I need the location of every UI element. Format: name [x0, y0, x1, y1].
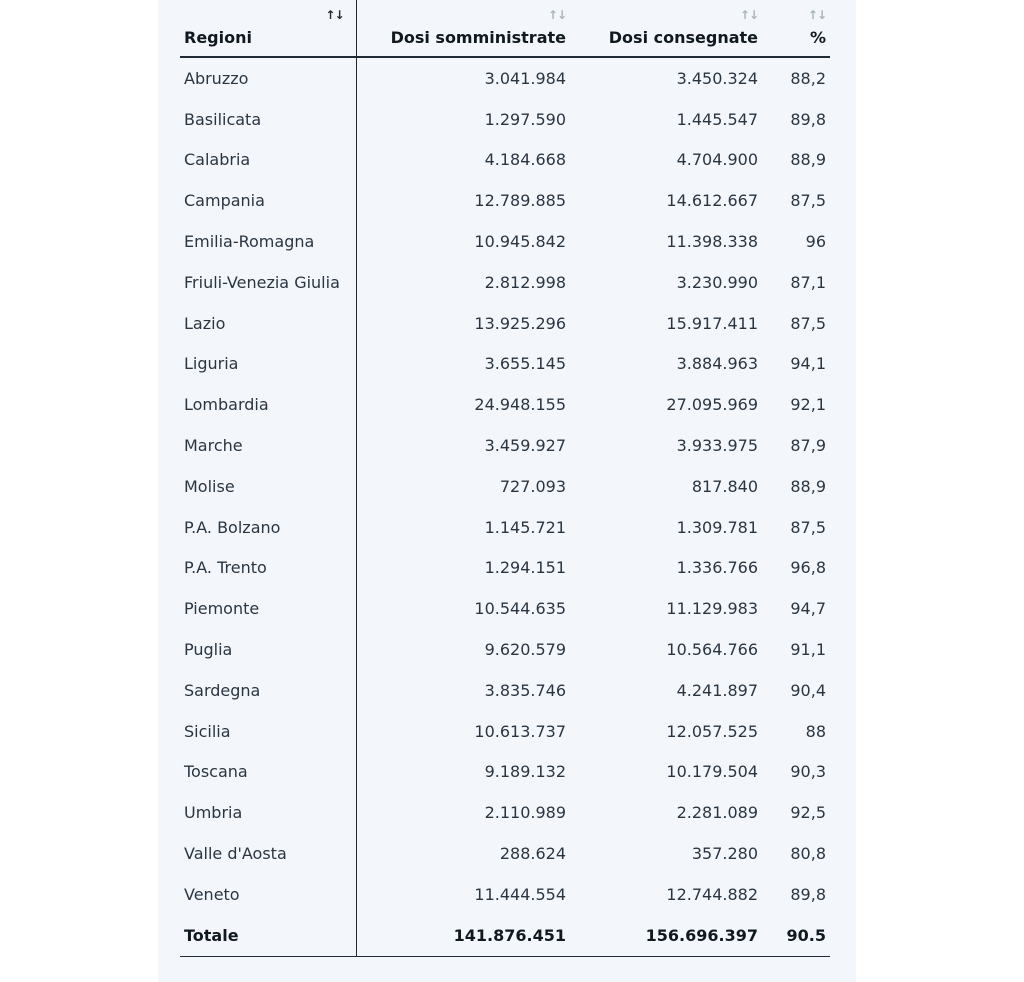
sort-icon[interactable]: ↑↓: [547, 8, 566, 22]
cell-percent: 92,1: [790, 395, 826, 415]
cell-total-consegnate: 156.696.397: [570, 915, 762, 956]
cell-consegnate: 14.612.667: [666, 191, 758, 211]
cell-somministrate: 3.459.927: [484, 436, 566, 456]
cell-consegnate: 3.450.324: [676, 68, 758, 88]
cell-region: Sicilia: [180, 711, 356, 752]
cell-somministrate: 3.655.145: [484, 354, 566, 374]
table-row: [180, 384, 830, 425]
cell-consegnate: 817.840: [691, 476, 758, 496]
cell-region: P.A. Trento: [180, 548, 356, 589]
cell-region: Emilia-Romagna: [180, 221, 356, 262]
cell-consegnate: 11.129.983: [666, 599, 758, 619]
table-row: [180, 792, 830, 833]
cell-percent: 88: [805, 721, 826, 741]
cell-somministrate: 288.624: [499, 844, 566, 864]
table-row: [180, 140, 830, 181]
cell-percent: 90,3: [790, 762, 826, 782]
cell-somministrate: 11.444.554: [474, 884, 566, 904]
table-body: [180, 57, 830, 956]
cell-consegnate: 3.230.990: [676, 272, 758, 292]
cell-region: Lazio: [180, 303, 356, 344]
cell-region: Puglia: [180, 629, 356, 670]
cell-somministrate: 10.945.842: [474, 232, 566, 252]
cell-somministrate: 10.613.737: [474, 721, 566, 741]
cell-consegnate: 4.241.897: [676, 680, 758, 700]
table-row: [180, 303, 830, 344]
table-header: [180, 0, 830, 57]
cell-percent: 87,5: [790, 313, 826, 333]
cell-somministrate: 4.184.668: [484, 150, 566, 170]
cell-somministrate: 2.110.989: [484, 803, 566, 823]
cell-percent: 89,8: [790, 884, 826, 904]
column-header-region[interactable]: [180, 0, 356, 57]
cell-region: Liguria: [180, 344, 356, 385]
cell-somministrate: 3.041.984: [484, 68, 566, 88]
cell-consegnate: 12.744.882: [666, 884, 758, 904]
cell-region: Marche: [180, 425, 356, 466]
table-row: [180, 99, 830, 140]
cell-percent: 87,5: [790, 191, 826, 211]
sort-icon[interactable]: ↑↓: [739, 8, 758, 22]
cell-region: P.A. Bolzano: [180, 507, 356, 548]
cell-region: Valle d'Aosta: [180, 833, 356, 874]
cell-total-label: Totale: [180, 915, 356, 956]
cell-percent: 90,4: [790, 680, 826, 700]
cell-percent: 94,7: [790, 599, 826, 619]
cell-percent: 96: [805, 232, 826, 252]
cell-consegnate: 10.179.504: [666, 762, 758, 782]
cell-percent: 87,5: [790, 517, 826, 537]
cell-somministrate: 1.294.151: [484, 558, 566, 578]
table-row: [180, 425, 830, 466]
cell-consegnate: 3.933.975: [676, 436, 758, 456]
cell-consegnate: 3.884.963: [676, 354, 758, 374]
cell-consegnate: 4.704.900: [676, 150, 758, 170]
cell-somministrate: 9.189.132: [484, 762, 566, 782]
cell-percent: 88,2: [790, 68, 826, 88]
table-row: [180, 833, 830, 874]
cell-total-percent: 90.5: [762, 915, 830, 956]
cell-somministrate: 2.812.998: [484, 272, 566, 292]
column-header-percent[interactable]: [762, 0, 830, 57]
cell-consegnate: 12.057.525: [666, 721, 758, 741]
cell-consegnate: 15.917.411: [666, 313, 758, 333]
cell-region: Campania: [180, 180, 356, 221]
header-row: [180, 0, 830, 57]
table-row: [180, 588, 830, 629]
cell-region: Molise: [180, 466, 356, 507]
cell-percent: 96,8: [790, 558, 826, 578]
cell-percent: 80,8: [790, 844, 826, 864]
cell-percent: 87,1: [790, 272, 826, 292]
cell-region: Toscana: [180, 752, 356, 793]
cell-region: Abruzzo: [180, 57, 356, 99]
cell-region: Lombardia: [180, 384, 356, 425]
cell-region: Piemonte: [180, 588, 356, 629]
table-row: [180, 548, 830, 589]
cell-consegnate: 2.281.089: [676, 803, 758, 823]
cell-percent: 92,5: [790, 803, 826, 823]
table-row: [180, 57, 830, 99]
cell-somministrate: 13.925.296: [474, 313, 566, 333]
cell-somministrate: 12.789.885: [474, 191, 566, 211]
cell-consegnate: 1.309.781: [676, 517, 758, 537]
table-row: [180, 874, 830, 915]
cell-region: Calabria: [180, 140, 356, 181]
table-row: [180, 711, 830, 752]
cell-percent: 88,9: [790, 150, 826, 170]
cell-region: Sardegna: [180, 670, 356, 711]
total-row: [180, 915, 830, 956]
cell-somministrate: 10.544.635: [474, 599, 566, 619]
cell-percent: 94,1: [790, 354, 826, 374]
column-header-label: Regioni: [184, 28, 252, 47]
cell-region: Umbria: [180, 792, 356, 833]
table-row: [180, 670, 830, 711]
table-row: [180, 629, 830, 670]
table-row: [180, 344, 830, 385]
cell-percent: 91,1: [790, 640, 826, 660]
cell-consegnate: 11.398.338: [666, 232, 758, 252]
table-row: [180, 466, 830, 507]
table-row: [180, 507, 830, 548]
cell-percent: 89,8: [790, 109, 826, 129]
cell-region: Friuli-Venezia Giulia: [180, 262, 356, 303]
column-header-label: %: [809, 28, 826, 47]
column-header-consegnate[interactable]: [570, 0, 762, 57]
cell-somministrate: 24.948.155: [474, 395, 566, 415]
cell-somministrate: 3.835.746: [484, 680, 566, 700]
cell-somministrate: 9.620.579: [484, 640, 566, 660]
vaccine-doses-table: [180, 0, 830, 957]
column-header-somministrate[interactable]: [356, 0, 570, 57]
table-panel: [158, 0, 856, 982]
cell-somministrate: 1.297.590: [484, 109, 566, 129]
cell-consegnate: 27.095.969: [666, 395, 758, 415]
cell-region: Basilicata: [180, 99, 356, 140]
cell-consegnate: 1.445.547: [676, 109, 758, 129]
cell-consegnate: 10.564.766: [666, 640, 758, 660]
cell-percent: 87,9: [790, 436, 826, 456]
column-header-label: Dosi somministrate: [390, 28, 566, 47]
sort-icon[interactable]: ↑↓: [325, 8, 344, 22]
cell-consegnate: 357.280: [691, 844, 758, 864]
sort-icon[interactable]: ↑↓: [807, 8, 826, 22]
table-row: [180, 221, 830, 262]
cell-somministrate: 1.145.721: [484, 517, 566, 537]
cell-total-somministrate: 141.876.451: [356, 915, 570, 956]
cell-consegnate: 1.336.766: [676, 558, 758, 578]
column-header-label: Dosi consegnate: [608, 28, 758, 47]
cell-somministrate: 727.093: [499, 476, 566, 496]
cell-region: Veneto: [180, 874, 356, 915]
table-row: [180, 752, 830, 793]
table-row: [180, 262, 830, 303]
table-row: [180, 180, 830, 221]
cell-percent: 88,9: [790, 476, 826, 496]
